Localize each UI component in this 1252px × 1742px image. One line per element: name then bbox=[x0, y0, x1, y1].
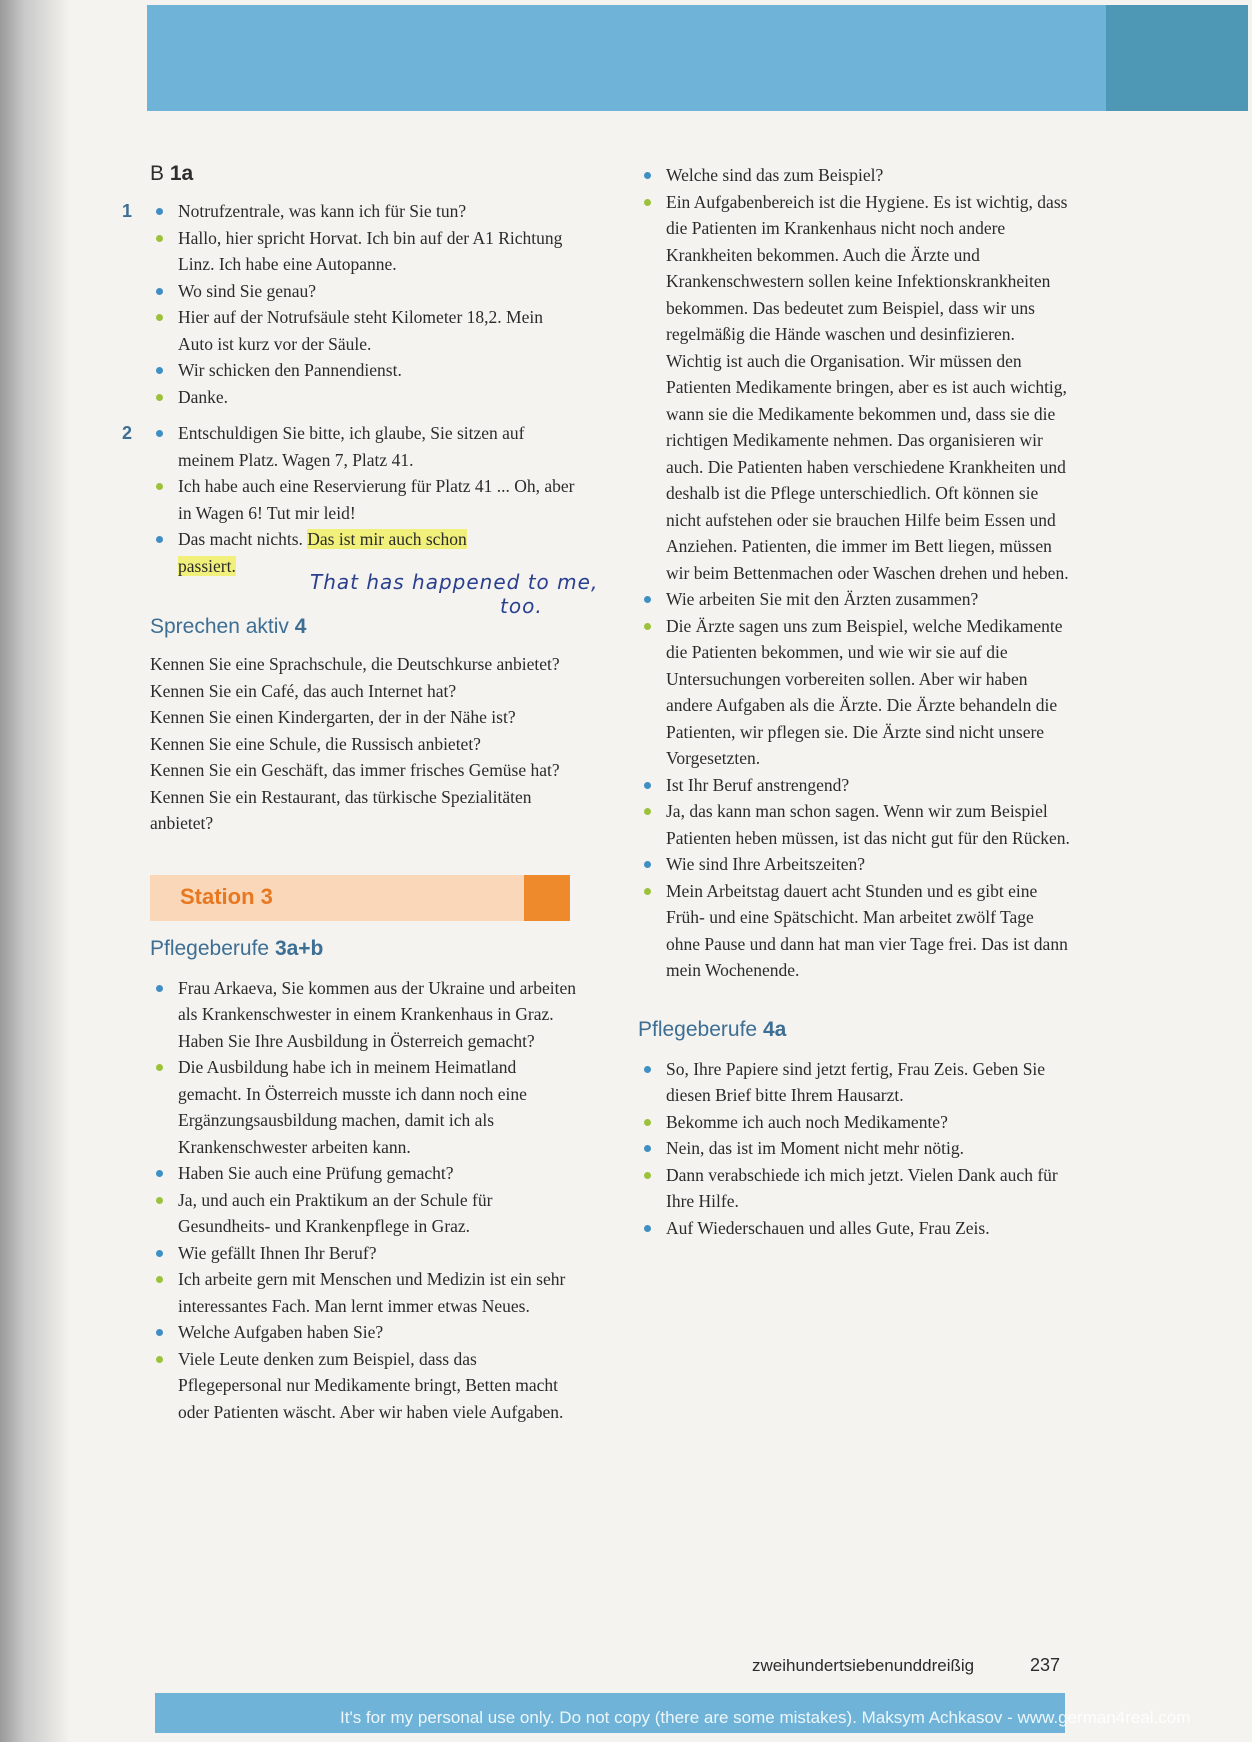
bullet-blue-icon bbox=[156, 430, 163, 437]
bullet-green-icon bbox=[644, 1172, 651, 1179]
bullet-blue-icon bbox=[644, 782, 651, 789]
dialog-line: Das macht nichts. Das ist mir auch schon passiert. bbox=[150, 526, 580, 579]
page-number-word: zweihundertsiebenunddreißig bbox=[752, 1656, 975, 1675]
dialog-line: Ich habe auch eine Reservierung für Platz 41 ... Oh, aber in Wagen 6! Tut mir leid! bbox=[150, 473, 580, 526]
question-line: Kennen Sie eine Schule, die Russisch anbietet? bbox=[150, 733, 481, 754]
dialog-line: Hallo, hier spricht Horvat. Ich bin auf der A1 Richtung Linz. Ich habe eine Autopanne. bbox=[150, 225, 580, 278]
question-line: Kennen Sie eine Sprachschule, die Deutschkurse anbietet? bbox=[150, 654, 560, 674]
dialog-line: Die Ärzte sagen uns zum Beispiel, welche Medikamente die Patienten bekommen, und wie wir sie auf die Untersuchungen vorbereiten sollen. Aber wir haben andere Aufgaben als die Ärzte. Die Ärzte behandeln die Patienten, wir pflegen sie. Die Ärzte sind nicht unsere Vorgesetzten. bbox=[638, 613, 1070, 772]
bullet-blue-icon bbox=[156, 367, 163, 374]
bullet-blue-icon bbox=[156, 985, 163, 992]
sprechen-questions bbox=[150, 651, 580, 837]
bullet-blue-icon bbox=[156, 208, 163, 215]
top-color-band-accent bbox=[1106, 5, 1248, 111]
dialog-line: Ja, und auch ein Praktikum an der Schule für Gesundheits- und Krankenpflege in Graz. bbox=[150, 1187, 580, 1240]
dialog-1 bbox=[122, 198, 580, 410]
bullet-blue-icon bbox=[644, 172, 651, 179]
dialog-line: Bekomme ich auch noch Medikamente? bbox=[638, 1109, 1070, 1136]
dialog-line: Ja, das kann man schon sagen. Wenn wir zum Beispiel Patienten heben müssen, ist das nicht gut für den Rücken. bbox=[638, 798, 1070, 851]
dialog-line: Ich arbeite gern mit Menschen und Medizin ist ein sehr interessantes Fach. Man lernt immer etwas Neues. bbox=[150, 1266, 580, 1319]
dialog-line: Auf Wiederschauen und alles Gute, Frau Zeis. bbox=[638, 1215, 1070, 1242]
dialog-line: Haben Sie auch eine Prüfung gemacht? bbox=[150, 1160, 580, 1187]
bullet-blue-icon bbox=[644, 1066, 651, 1073]
question-line: Kennen Sie ein Café, das auch Internet hat? bbox=[150, 680, 457, 701]
dialog-line: Frau Arkaeva, Sie kommen aus der Ukraine und arbeiten als Krankenschwester in einem Krankenhaus in Graz. Haben Sie Ihre Ausbildung in Österreich gemacht? bbox=[150, 975, 580, 1055]
dialog-line: Welche sind das zum Beispiel? bbox=[638, 162, 1070, 189]
bullet-blue-icon bbox=[644, 1145, 651, 1152]
top-color-band bbox=[147, 5, 1247, 111]
dialog-line: Wir schicken den Pannendienst. bbox=[150, 357, 580, 384]
dialog-line: Hier auf der Notrufsäule steht Kilometer 18,2. Mein Auto ist kurz vor der Säule. bbox=[150, 304, 580, 357]
dialog-line: Welche Aufgaben haben Sie? bbox=[150, 1319, 580, 1346]
pflege3-dialog-right bbox=[638, 162, 1070, 984]
bullet-blue-icon bbox=[156, 288, 163, 295]
dialog-line: Wie gefällt Ihnen Ihr Beruf? bbox=[150, 1240, 580, 1267]
bullet-blue-icon bbox=[156, 1250, 163, 1257]
bullet-green-icon bbox=[156, 1197, 163, 1204]
right-column bbox=[638, 162, 1070, 1241]
bullet-green-icon bbox=[156, 1276, 163, 1283]
bullet-green-icon bbox=[156, 1064, 163, 1071]
watermark-text: It's for my personal use only. Do not copy (there are some mistakes). Maksym Achkasov - www.german4real.com bbox=[340, 1708, 1191, 1727]
bullet-green-icon bbox=[156, 394, 163, 401]
dialog-line: So, Ihre Papiere sind jetzt fertig, Frau Zeis. Geben Sie diesen Brief bitte Ihrem Hausarzt. bbox=[638, 1056, 1070, 1109]
section-heading-pflege3: Pflegeberufe 3a+b bbox=[150, 936, 324, 960]
station-banner bbox=[150, 875, 570, 921]
heading-prefix: B bbox=[150, 162, 165, 185]
dialog-line: Viele Leute denken zum Beispiel, dass das Pflegepersonal nur Medikamente bringt, Betten macht oder Patienten wäscht. Aber wir haben viele Aufgaben. bbox=[150, 1346, 580, 1426]
bullet-blue-icon bbox=[644, 861, 651, 868]
question-line: Kennen Sie ein Geschäft, das immer frisches Gemüse hat? bbox=[150, 760, 560, 780]
bullet-green-icon bbox=[156, 235, 163, 242]
bullet-green-icon bbox=[644, 623, 651, 630]
dialog-line: Wo sind Sie genau? bbox=[150, 278, 580, 305]
bullet-green-icon bbox=[644, 808, 651, 815]
dialog-2 bbox=[122, 420, 580, 579]
bullet-blue-icon bbox=[156, 1329, 163, 1336]
station-tab-marker bbox=[524, 875, 570, 921]
dialog-line: Die Ausbildung habe ich in meinem Heimatland gemacht. In Österreich musste ich dann noch eine Ergänzungsausbildung machen, damit ich als Krankenschwester arbeiten kann. bbox=[150, 1054, 580, 1160]
bullet-green-icon bbox=[156, 314, 163, 321]
bullet-blue-icon bbox=[156, 536, 163, 543]
dialog-line: Notrufzentrale, was kann ich für Sie tun? bbox=[150, 198, 580, 225]
pflege4-dialog bbox=[638, 1056, 1070, 1242]
handwritten-note bbox=[310, 570, 630, 618]
question-line: Kennen Sie einen Kindergarten, der in der Nähe ist? bbox=[150, 707, 516, 727]
bullet-blue-icon bbox=[644, 596, 651, 603]
section-heading-b1a bbox=[150, 162, 580, 186]
dialog-line: Wie arbeiten Sie mit den Ärzten zusammen? bbox=[638, 586, 1070, 613]
dialog-line: Nein, das ist im Moment nicht mehr nötig. bbox=[638, 1135, 1070, 1162]
dialog-line: Dann verabschiede ich mich jetzt. Vielen Dank auch für Ihre Hilfe. bbox=[638, 1162, 1070, 1215]
station-label: Station 3 bbox=[180, 883, 273, 909]
dialog-line: Ein Aufgabenbereich ist die Hygiene. Es ist wichtig, dass die Patienten im Krankenhaus nicht noch andere Krankheiten bekommen. Auch die Ärzte und Krankenschwestern sollen keine Infektionskrankheiten bekommen. Das bedeutet zum Beispiel, dass wir uns regelmäßig die Hände waschen und desinfizieren. Wichtig ist auch die Organisation. Wir müssen den Patienten Medikamente bringen, aber es ist auch wichtig, wann sie die Medikamente bekommen und, dass sie die richtigen Medikamente nehmen. Das organisieren wir auch. Die Patienten haben verschiedene Krankheiten und deshalb ist die Pflege unterschiedlich. Oft können sie nicht aufstehen oder sie brauchen Hilfe beim Essen und Anziehen. Patienten, die immer im Bett liegen, müssen wir beim Bettenmachen oder Waschen drehen und heben. bbox=[638, 189, 1070, 587]
dialog-line: Ist Ihr Beruf anstrengend? bbox=[638, 772, 1070, 799]
dialog-number: 2 bbox=[122, 423, 133, 443]
bullet-green-icon bbox=[644, 199, 651, 206]
bullet-green-icon bbox=[644, 1119, 651, 1126]
bullet-green-icon bbox=[644, 888, 651, 895]
dialog-number: 1 bbox=[122, 201, 133, 221]
note-line-2: too. bbox=[500, 594, 543, 618]
dialog-line: Wie sind Ihre Arbeitszeiten? bbox=[638, 851, 1070, 878]
question-line: Kennen Sie ein Restaurant, das türkische Spezialitäten anbietet? bbox=[150, 786, 532, 833]
pflege3-dialog-left bbox=[150, 975, 580, 1426]
section-heading-sprechen: Sprechen aktiv 4 bbox=[150, 615, 307, 638]
bullet-green-icon bbox=[156, 483, 163, 490]
book-spine-shadow bbox=[0, 0, 70, 1742]
bullet-green-icon bbox=[156, 1356, 163, 1363]
bullet-blue-icon bbox=[156, 1170, 163, 1177]
highlighted-text: Das ist mir auch schon passiert. bbox=[178, 529, 467, 576]
bullet-blue-icon bbox=[644, 1225, 651, 1232]
heading-bold: 1a bbox=[169, 162, 194, 185]
dialog-line: Mein Arbeitstag dauert acht Stunden und es gibt eine Früh- und eine Spätschicht. Man arbeitet zwölf Tage ohne Pause und dann hat man vier Tage frei. Das ist dann mein Wochenende. bbox=[638, 878, 1070, 984]
page-number: 237 bbox=[1030, 1655, 1061, 1675]
note-line-1: That has happened to me, bbox=[310, 570, 599, 594]
dialog-line: Entschuldigen Sie bitte, ich glaube, Sie sitzen auf meinem Platz. Wagen 7, Platz 41. bbox=[150, 420, 580, 473]
dialog-line: Danke. bbox=[150, 384, 580, 411]
left-column bbox=[122, 162, 580, 1425]
section-heading-pflege4: Pflegeberufe 4a bbox=[638, 1017, 787, 1041]
